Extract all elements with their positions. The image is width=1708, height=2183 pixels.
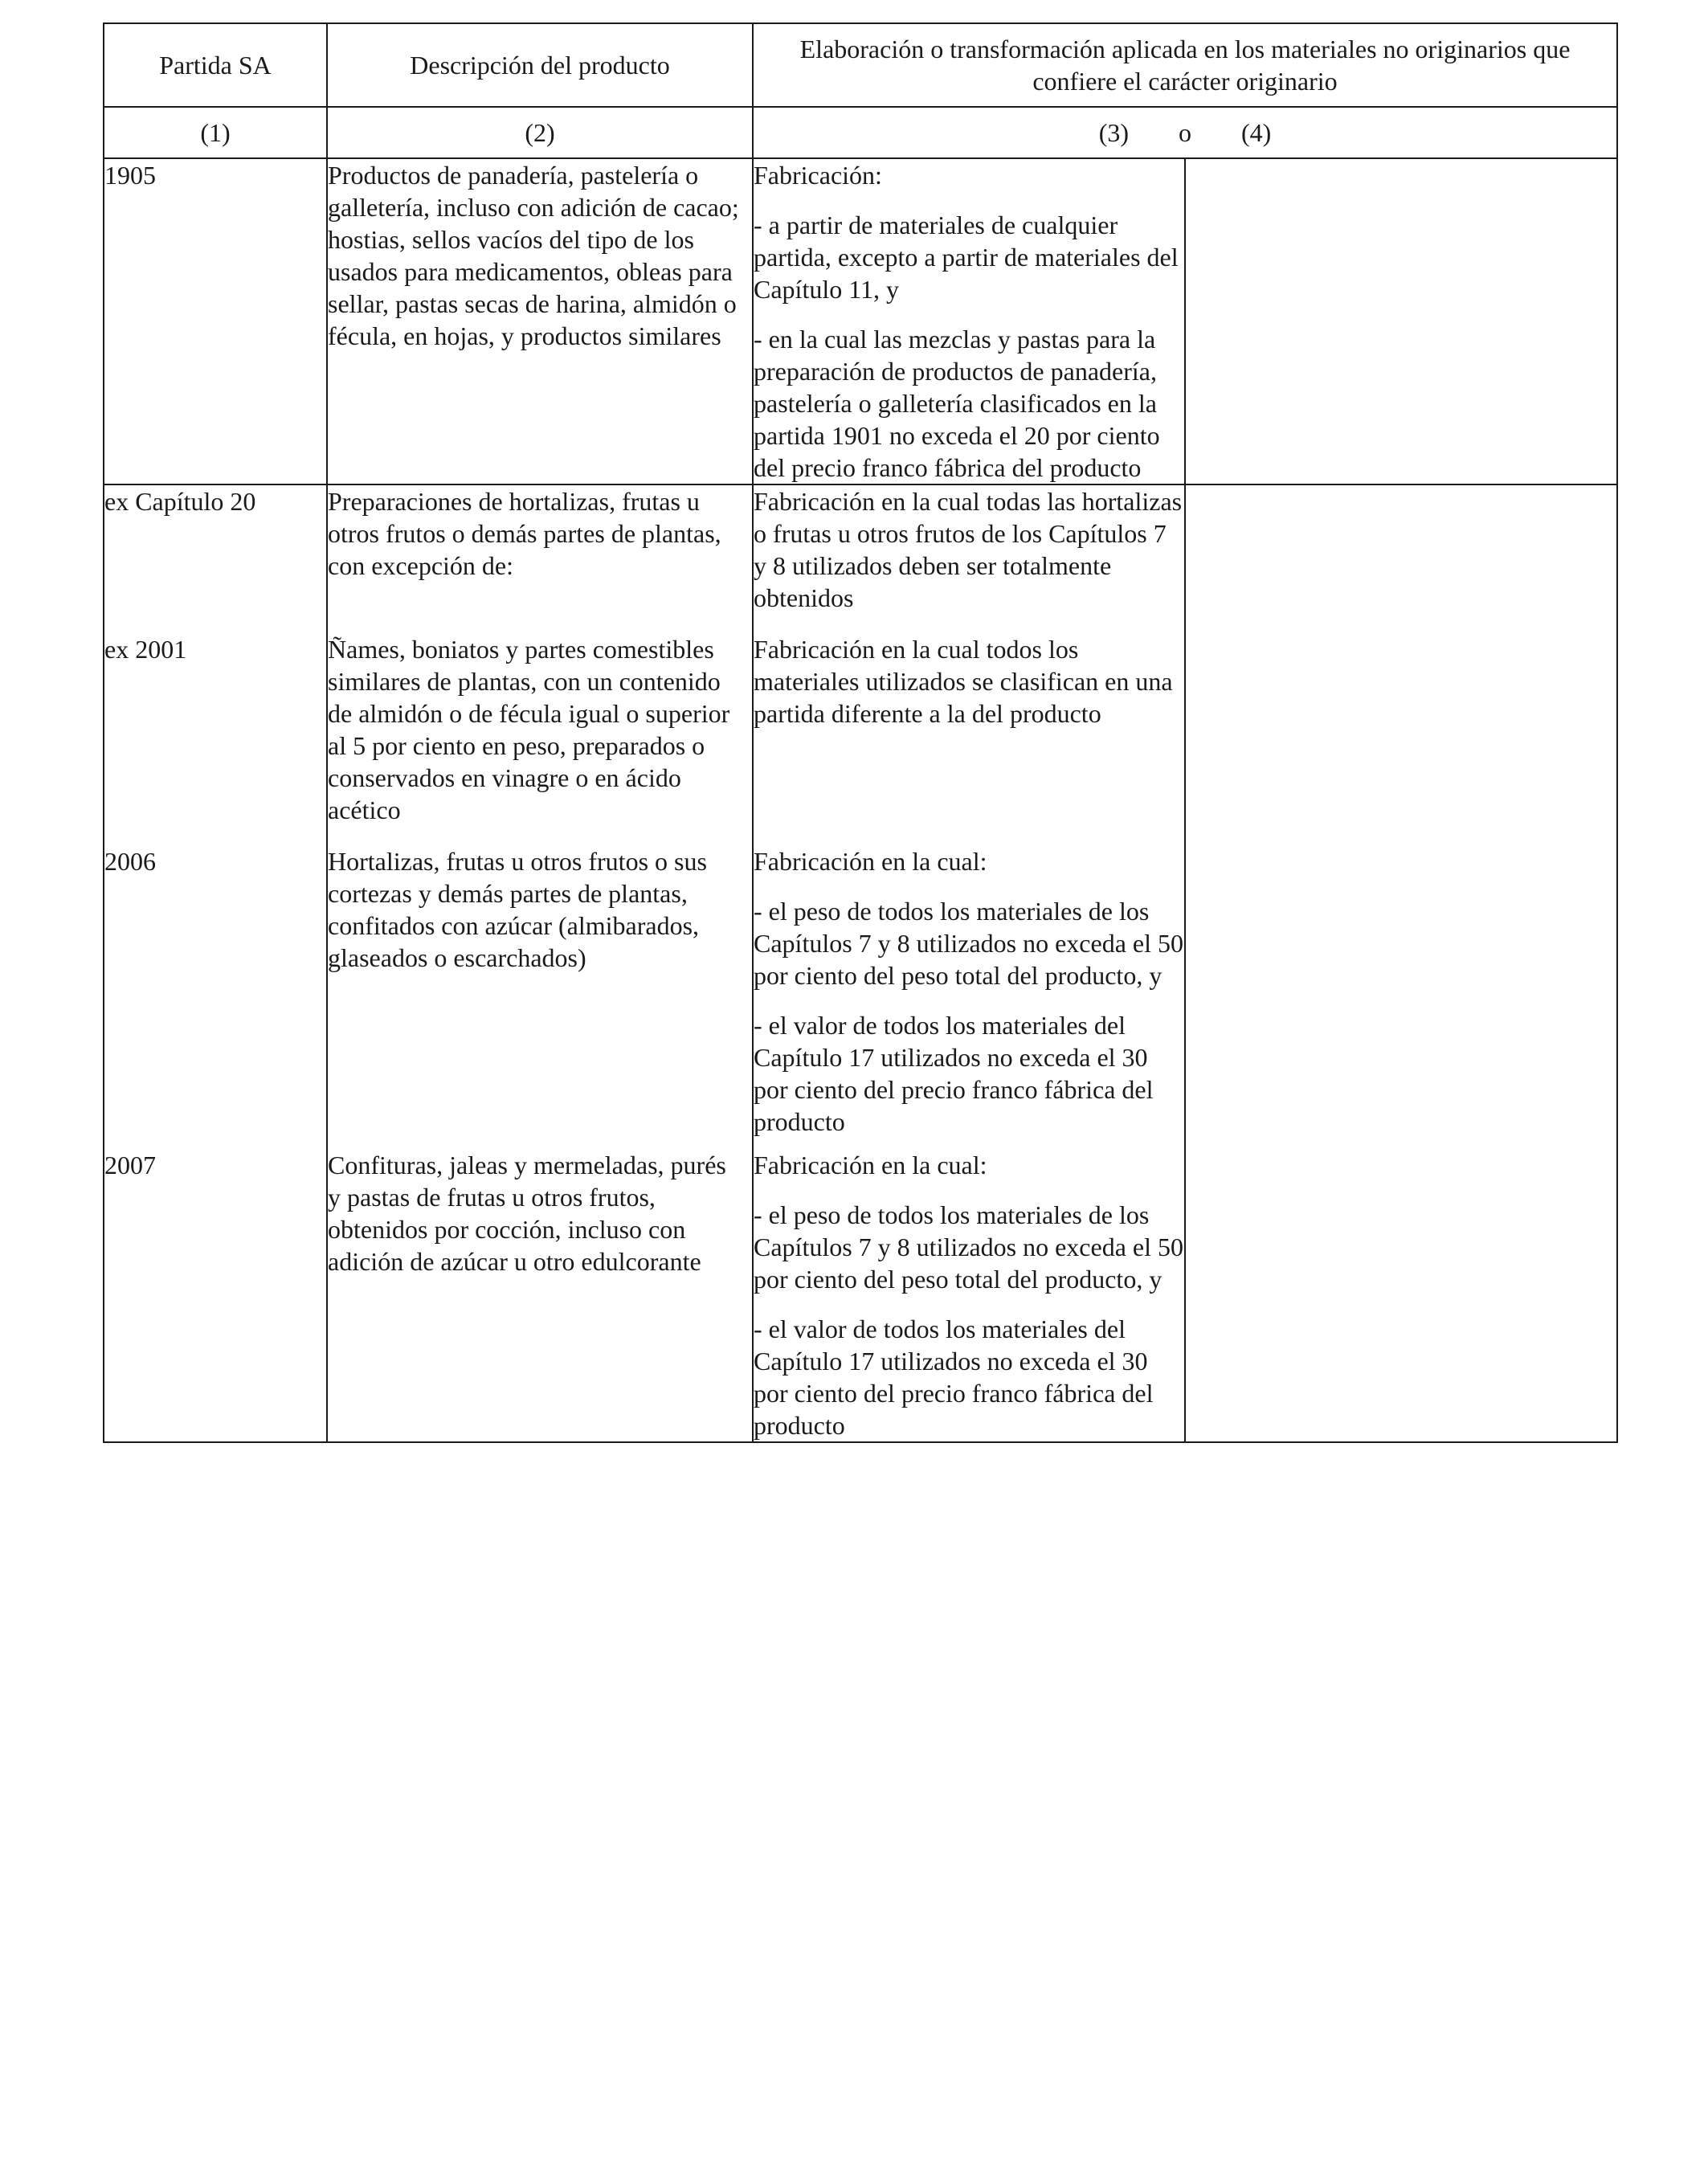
table-row — [104, 845, 1617, 1149]
description-cell: Preparaciones de hortalizas, frutas u otros frutos o demás partes de plantas, con excepción de: — [327, 484, 753, 633]
column-number-2: (2) — [327, 107, 753, 158]
alt-rule-cell — [1185, 158, 1617, 484]
header-partida-sa: Partida SA — [104, 23, 327, 107]
description-cell: Confituras, jaleas y mermeladas, purés y pastas de frutas u otros frutos, obtenidos por cocción, incluso con adición de azúcar u otro edulcorante — [327, 1149, 753, 1442]
description-cell: Ñames, boniatos y partes comestibles similares de plantas, con un contenido de almidón o de fécula igual o superior al 5 por ciento en peso, preparados o conservados en vinagre o en ácido acético — [327, 633, 753, 845]
description-cell: Hortalizas, frutas u otros frutos o sus cortezas y demás partes de plantas, confitados con azúcar (almibarados, glaseados o escarchados) — [327, 845, 753, 1149]
header-descripcion: Descripción del producto — [327, 23, 753, 107]
rules-of-origin-table — [103, 22, 1618, 1443]
table-row — [104, 633, 1617, 845]
partida-cell: ex Capítulo 20 — [104, 484, 327, 633]
column-number-1: (1) — [104, 107, 327, 158]
numbering-row — [104, 107, 1617, 158]
partida-cell: 2007 — [104, 1149, 327, 1442]
column-number-4: (4) — [1241, 118, 1272, 147]
alt-rule-cell — [1185, 1149, 1617, 1442]
header-elaboracion: Elaboración o transformación aplicada en los materiales no originarios que confiere el carácter originario — [753, 23, 1617, 107]
column-number-3: (3) — [1098, 118, 1129, 147]
description-cell: Productos de panadería, pastelería o galletería, incluso con adición de cacao; hostias, sellos vacíos del tipo de los usados para medicamentos, obleas para sellar, pastas secas de harina, almidón o fécula, en hojas, y productos similares — [327, 158, 753, 484]
rule-cell: Fabricación: - a partir de materiales de cualquier partida, excepto a partir de materiales del Capítulo 11, y - en la cual las mezclas y pastas para la preparación de productos de panadería, pastelería o galletería clasificados en la partida 1901 no exceda el 20 por ciento del precio franco fábrica del producto — [753, 158, 1185, 484]
alt-rule-cell — [1185, 845, 1617, 1149]
partida-cell: 1905 — [104, 158, 327, 484]
alt-rule-cell — [1185, 633, 1617, 845]
table-row — [104, 1149, 1617, 1442]
rule-cell: Fabricación en la cual: - el peso de todos los materiales de los Capítulos 7 y 8 utilizados no exceda el 50 por ciento del peso total del producto, y - el valor de todos los materiales del Capítulo 17 utilizados no exceda el 30 por ciento del precio franco fábrica del producto — [753, 845, 1185, 1149]
table-row — [104, 484, 1617, 633]
partida-cell: ex 2001 — [104, 633, 327, 845]
header-row — [104, 23, 1617, 107]
alt-rule-cell — [1185, 484, 1617, 633]
partida-cell: 2006 — [104, 845, 327, 1149]
column-or-label: o — [1179, 118, 1191, 147]
table-row — [104, 158, 1617, 484]
rule-cell: Fabricación en la cual todas las hortalizas o frutas u otros frutos de los Capítulos 7 y 8 utilizados deben ser totalmente obtenidos — [753, 484, 1185, 633]
rule-cell: Fabricación en la cual: - el peso de todos los materiales de los Capítulos 7 y 8 utilizados no exceda el 50 por ciento del peso total del producto, y - el valor de todos los materiales del Capítulo 17 utilizados no exceda el 30 por ciento del precio franco fábrica del producto — [753, 1149, 1185, 1442]
column-number-3-4 — [753, 107, 1617, 158]
rule-cell: Fabricación en la cual todos los materiales utilizados se clasifican en una partida diferente a la del producto — [753, 633, 1185, 845]
